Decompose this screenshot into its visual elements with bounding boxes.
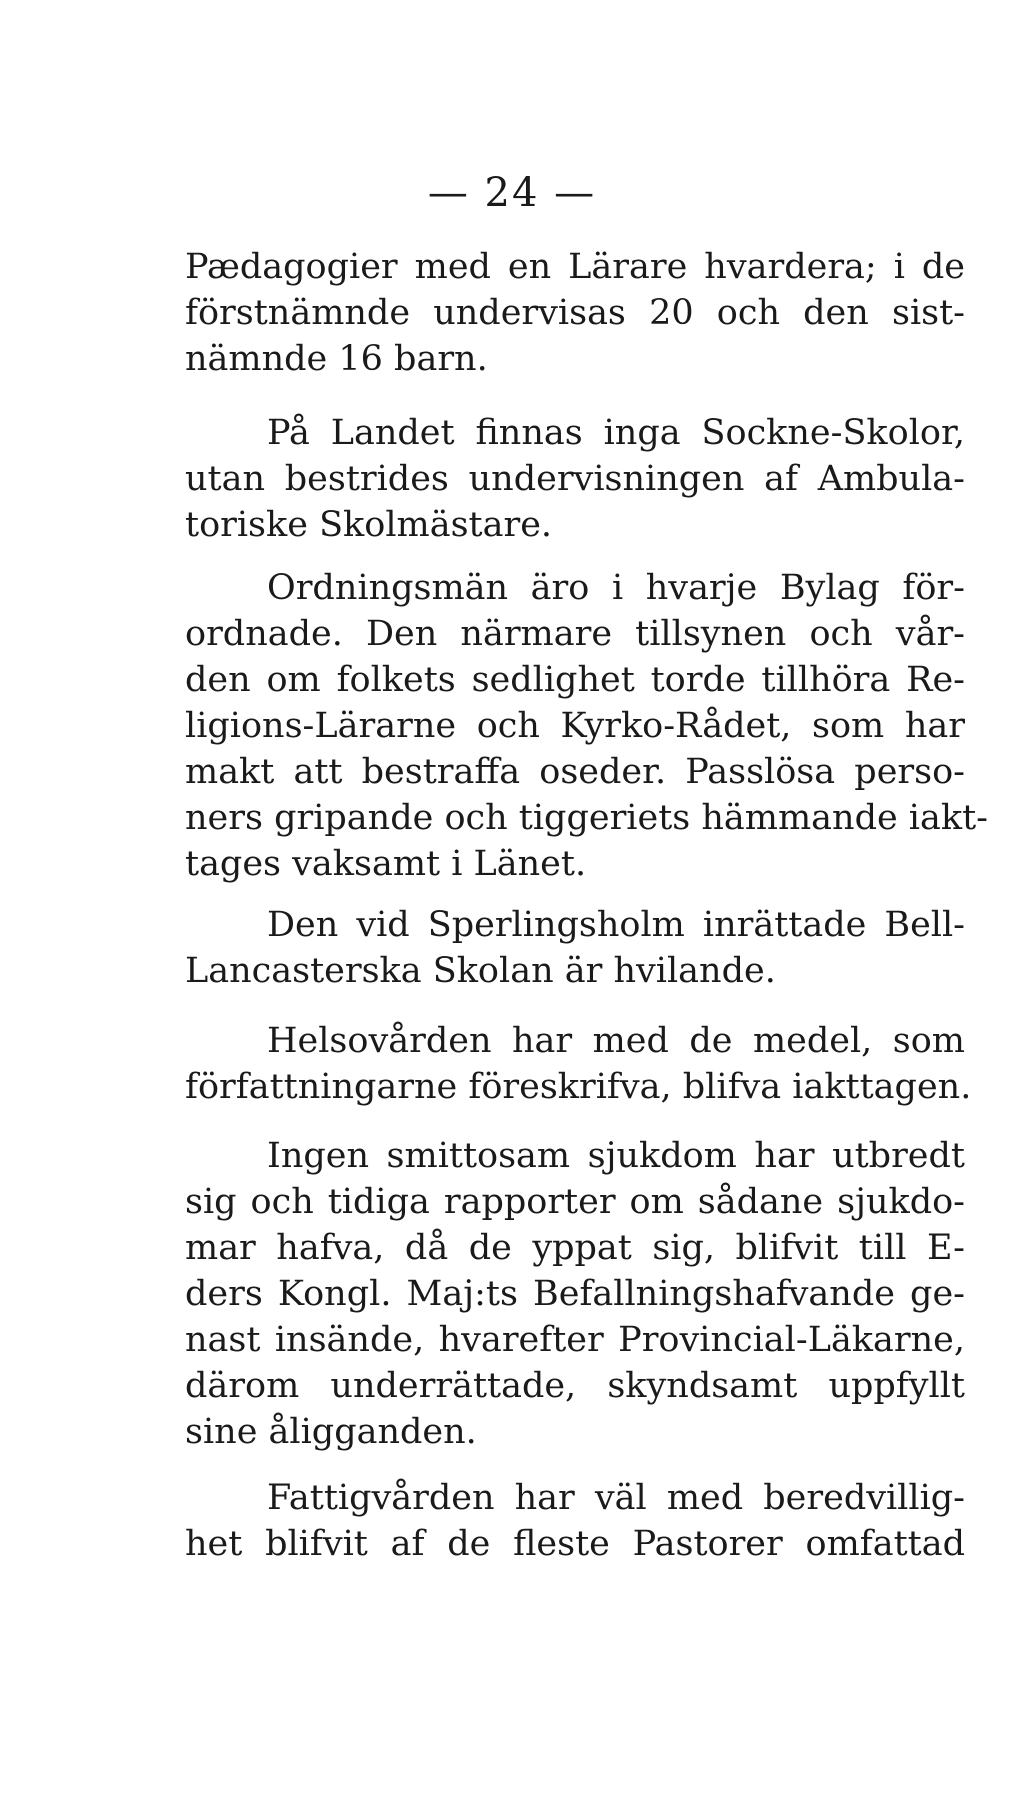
text-line: På Landet finnas inga Sockne-Skolor, <box>267 413 965 453</box>
paragraph-fattigvarden <box>185 1475 965 1567</box>
text-line: Ingen smittosam sjukdom har utbredt <box>267 1136 965 1176</box>
text-line: toriske Skolmästare. <box>185 505 553 545</box>
text-line: nämnde 16 barn. <box>185 339 488 379</box>
text-line: makt att bestraffa oseder. Passlösa perso- <box>185 752 965 792</box>
paragraph-paedagogier <box>185 244 965 382</box>
paragraph-smittosam <box>185 1133 965 1455</box>
text-line: Ordningsmän äro i hvarje Bylag för- <box>267 568 965 608</box>
text-line: utan bestrides undervisningen af Ambula- <box>185 459 965 499</box>
paragraph-landet <box>185 410 965 548</box>
text-line: förstnämnde undervisas 20 och den sist- <box>185 293 965 333</box>
text-line: mar hafva, då de yppat sig, blifvit till E- <box>185 1228 965 1268</box>
text-line: ordnade. Den närmare tillsynen och vår- <box>185 614 965 654</box>
text-line: Den vid Sperlingsholm inrättade Bell- <box>267 905 965 945</box>
text-line: het blifvit af de fleste Pastorer omfattad <box>185 1524 965 1564</box>
text-line: Helsovården har med de medel, som <box>267 1021 965 1061</box>
text-line: författningarne föreskrifva, blifva iakttagen. <box>185 1067 972 1107</box>
page-number: — 24 — <box>427 170 597 216</box>
text-line: sig och tidiga rapporter om sådane sjukdo- <box>185 1182 965 1222</box>
paragraph-sperlingsholm <box>185 902 965 994</box>
paragraph-helsovarden <box>185 1018 972 1110</box>
text-line: ders Kongl. Maj:ts Befallningshafvande ge- <box>185 1274 965 1314</box>
text-line: tages vaksamt i Länet. <box>185 844 587 884</box>
paragraph-ordningsman <box>185 565 988 887</box>
text-line: därom underrättade, skyndsamt uppfyllt <box>185 1366 965 1406</box>
text-line: Lancasterska Skolan är hvilande. <box>185 951 776 991</box>
text-line: sine åligganden. <box>185 1412 477 1452</box>
text-line: Fattigvården har väl med beredvillig- <box>267 1478 965 1518</box>
text-line: den om folkets sedlighet torde tillhöra Re- <box>185 660 965 700</box>
text-line: ners gripande och tiggeriets hämmande iakt- <box>185 798 988 838</box>
text-line: Pædagogier med en Lärare hvardera; i de <box>185 247 965 287</box>
text-line: ligions-Lärarne och Kyrko-Rådet, som har <box>185 706 965 746</box>
text-line: nast insände, hvarefter Provincial-Läkarne, <box>185 1320 965 1360</box>
